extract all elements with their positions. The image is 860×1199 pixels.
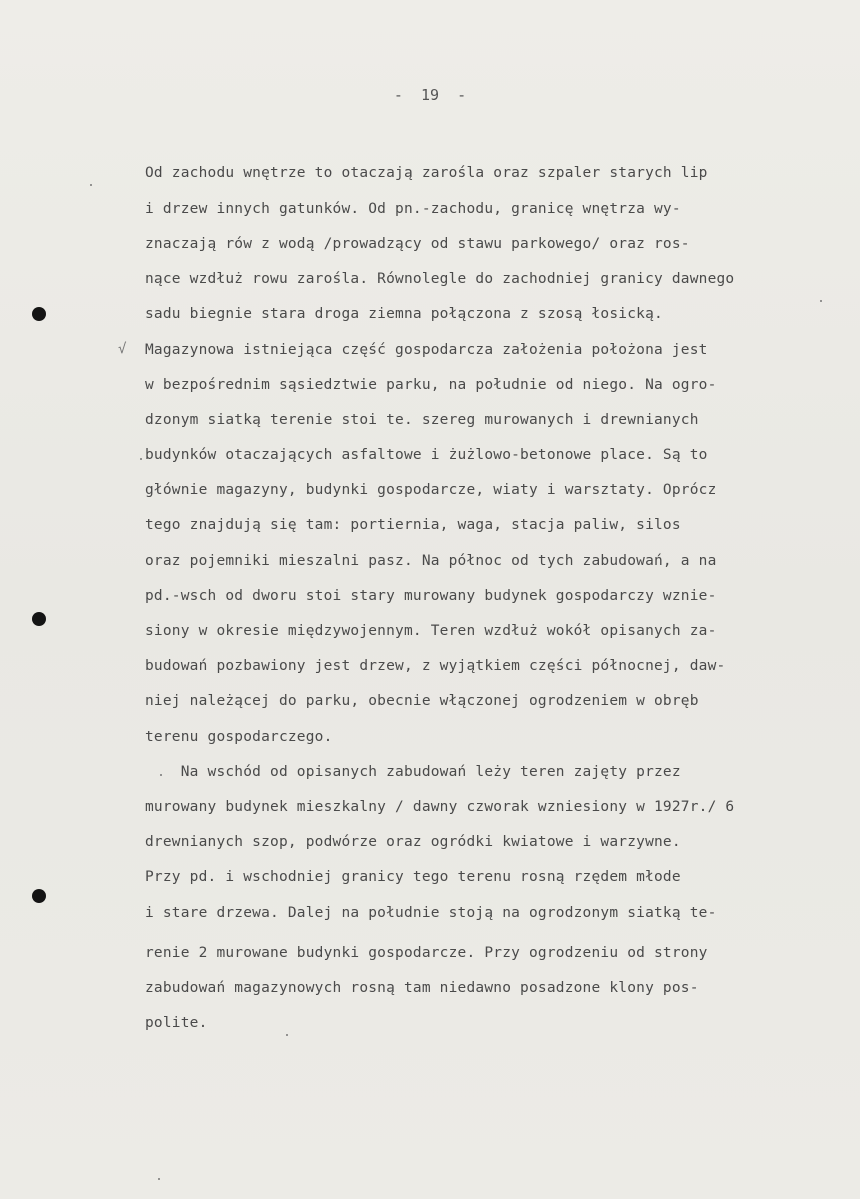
text-line-6: Magazynowa istniejąca część gospodarcza założenia położona jest — [145, 342, 708, 358]
page-number: - 19 - — [393, 86, 467, 104]
text-line-5: sadu biegnie stara droga ziemna połączona z szosą łosicką. — [145, 306, 663, 322]
text-line-22: i stare drzewa. Dalej na południe stoją na ogrodzonym siatką te- — [145, 905, 717, 921]
text-line-11: tego znajdują się tam: portiernia, waga, stacja paliw, silos — [145, 517, 681, 533]
text-line-24: zabudowań magazynowych rosną tam niedawno posadzone klony pos- — [145, 980, 699, 996]
paper-speck — [90, 184, 92, 186]
text-line-20: drewnianych szop, podwórze oraz ogródki kwiatowe i warzywne. — [145, 834, 681, 850]
punch-hole-top — [32, 307, 46, 321]
punch-hole-middle — [32, 612, 46, 626]
text-line-10: głównie magazyny, budynki gospodarcze, wiaty i warsztaty. Oprócz — [145, 482, 717, 498]
text-line-8: dzonym siatką terenie stoi te. szereg murowanych i drewnianych — [145, 412, 699, 428]
text-line-1: Od zachodu wnętrze to otaczają zarośla oraz szpaler starych lip — [145, 165, 708, 181]
text-line-21: Przy pd. i wschodniej granicy tego terenu rosną rzędem młode — [145, 869, 681, 885]
text-line-13: pd.-wsch od dworu stoi stary murowany budynek gospodarczy wznie- — [145, 588, 717, 604]
text-line-18: Na wschód od opisanych zabudowań leży teren zajęty przez — [145, 764, 681, 780]
text-line-16: niej należącej do parku, obecnie włączonej ogrodzeniem w obręb — [145, 693, 699, 709]
paper-speck — [140, 458, 142, 460]
margin-checkmark: √ — [118, 341, 127, 357]
text-line-2: i drzew innych gatunków. Od pn.-zachodu, granicę wnętrza wy- — [145, 201, 681, 217]
text-line-23: renie 2 murowane budynki gospodarcze. Przy ogrodzeniu od strony — [145, 945, 708, 961]
paper-speck — [158, 1178, 160, 1180]
text-line-14: siony w okresie międzywojennym. Teren wzdłuż wokół opisanych za- — [145, 623, 717, 639]
paper-speck — [286, 1034, 288, 1036]
text-line-17: terenu gospodarczego. — [145, 729, 333, 745]
text-line-15: budowań pozbawiony jest drzew, z wyjątkiem części północnej, daw- — [145, 658, 726, 674]
text-line-3: znaczają rów z wodą /prowadzący od stawu parkowego/ oraz ros- — [145, 236, 690, 252]
text-line-9: budynków otaczających asfaltowe i żużlowo-betonowe place. Są to — [145, 447, 708, 463]
text-line-7: w bezpośrednim sąsiedztwie parku, na południe od niego. Na ogro- — [145, 377, 717, 393]
punch-hole-bottom — [32, 889, 46, 903]
text-line-25: polite. — [145, 1015, 208, 1031]
text-line-4: nące wzdłuż rowu zarośla. Równolegle do zachodniej granicy dawnego — [145, 271, 735, 287]
text-line-12: oraz pojemniki mieszalni pasz. Na północ od tych zabudowań, a na — [145, 553, 717, 569]
text-line-19: murowany budynek mieszkalny / dawny czworak wzniesiony w 1927r./ 6 — [145, 799, 735, 815]
paper-speck — [820, 300, 822, 302]
